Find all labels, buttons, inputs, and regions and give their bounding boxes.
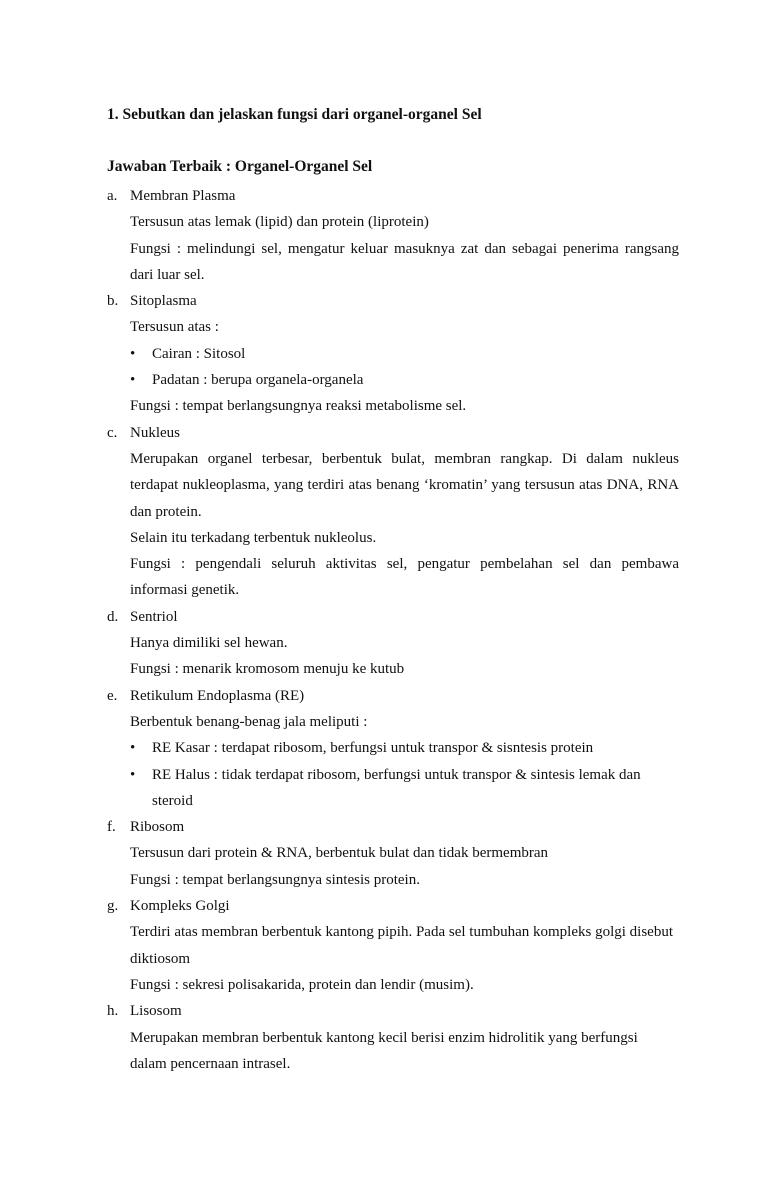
section-function: Fungsi : melindungi sel, mengatur keluar masuknya zat dan sebagai penerima rangsang [130,240,679,257]
bullet-item [130,762,679,788]
bullet-icon: • [130,740,136,757]
section-function-cont: dari luar sel. [130,266,205,283]
section-lisosom [107,998,679,1077]
answer-heading: Jawaban Terbaik : Organel-Organel Sel [107,158,373,175]
section-membran-plasma [107,183,679,288]
section-function: Fungsi : menarik kromosom menuju ke kutub [130,661,405,678]
section-sentriol [107,604,679,683]
bullet-icon: • [130,345,136,362]
section-composition: Tersusun atas lemak (lipid) dan protein (liprotein) [130,214,429,231]
bullet-item [130,735,679,761]
section-function-cont: informasi genetik. [130,582,240,599]
section-function: Fungsi : tempat berlangsungnya reaksi metabolisme sel. [130,398,467,415]
section-title: Nukleus [130,424,180,441]
section-retikulum-endoplasma [107,683,679,814]
section-kompleks-golgi [107,893,679,998]
bullet-item-cont [130,788,679,814]
bullet-text: steroid [152,792,193,809]
section-marker: c. [107,424,118,441]
section-extra-note: Selain itu terkadang terbentuk nukleolus. [130,529,377,546]
bullet-icon: • [130,372,136,389]
bullet-text: RE Kasar : terdapat ribosom, berfungsi untuk transpor & sisntesis protein [152,740,594,757]
bullet-item [130,367,679,393]
section-title: Ribosom [130,819,185,836]
section-marker: e. [107,687,118,704]
section-title: Lisosom [130,1003,182,1020]
section-marker: a. [107,188,118,204]
section-description: Terdiri atas membran berbentuk kantong pipih. Pada sel tumbuhan kompleks golgi disebut [130,924,674,941]
section-function: Fungsi : tempat berlangsungnya sintesis protein. [130,871,420,888]
question-heading: 1. Sebutkan dan jelaskan fungsi dari organel-organel Sel [107,106,482,123]
section-marker: h. [107,1003,119,1020]
section-composition: Tersusun atas : [130,319,219,336]
section-description-cont: dalam pencernaan intrasel. [130,1055,291,1072]
section-nukleus [107,420,679,604]
section-description: Berbentuk benang-benag jala meliputi : [130,713,368,730]
answer-body [107,183,679,1077]
bullet-text: Padatan : berupa organela-organela [152,372,364,389]
section-marker: d. [107,608,119,625]
section-function: Fungsi : pengendali seluruh aktivitas sel, pengatur pembelahan sel dan pembawa [130,556,679,573]
section-title: Retikulum Endoplasma (RE) [130,687,305,704]
section-title: Membran Plasma [130,188,236,204]
section-title: Sentriol [130,608,178,625]
section-description: Merupakan organel terbesar, berbentuk bulat, membran rangkap. Di dalam nukleus [130,450,679,467]
section-ribosom [107,814,679,893]
section-title: Kompleks Golgi [130,898,230,915]
section-function: Fungsi : sekresi polisakarida, protein dan lendir (musim). [130,976,474,993]
bullet-text: RE Halus : tidak terdapat ribosom, berfungsi untuk transpor & sintesis lemak dan [152,766,641,783]
section-marker: b. [107,293,119,310]
section-description-end: dan protein. [130,503,202,520]
bullet-icon: • [130,766,136,783]
section-description-cont: terdapat nukleoplasma, yang terdiri atas benang ‘kromatin’ yang tersusun atas DNA, RNA [130,477,679,494]
section-description: Hanya dimiliki sel hewan. [130,635,288,652]
section-description: Merupakan membran berbentuk kantong kecil berisi enzim hidrolitik yang berfungsi [130,1029,638,1046]
section-marker: f. [107,819,116,836]
bullet-text: Cairan : Sitosol [152,345,246,362]
section-description-cont: diktiosom [130,950,191,967]
bullet-item [130,341,679,367]
section-title: Sitoplasma [130,293,197,310]
section-sitoplasma [107,288,679,419]
section-marker: g. [107,898,119,915]
section-composition: Tersusun dari protein & RNA, berbentuk bulat dan tidak bermembran [130,845,549,862]
